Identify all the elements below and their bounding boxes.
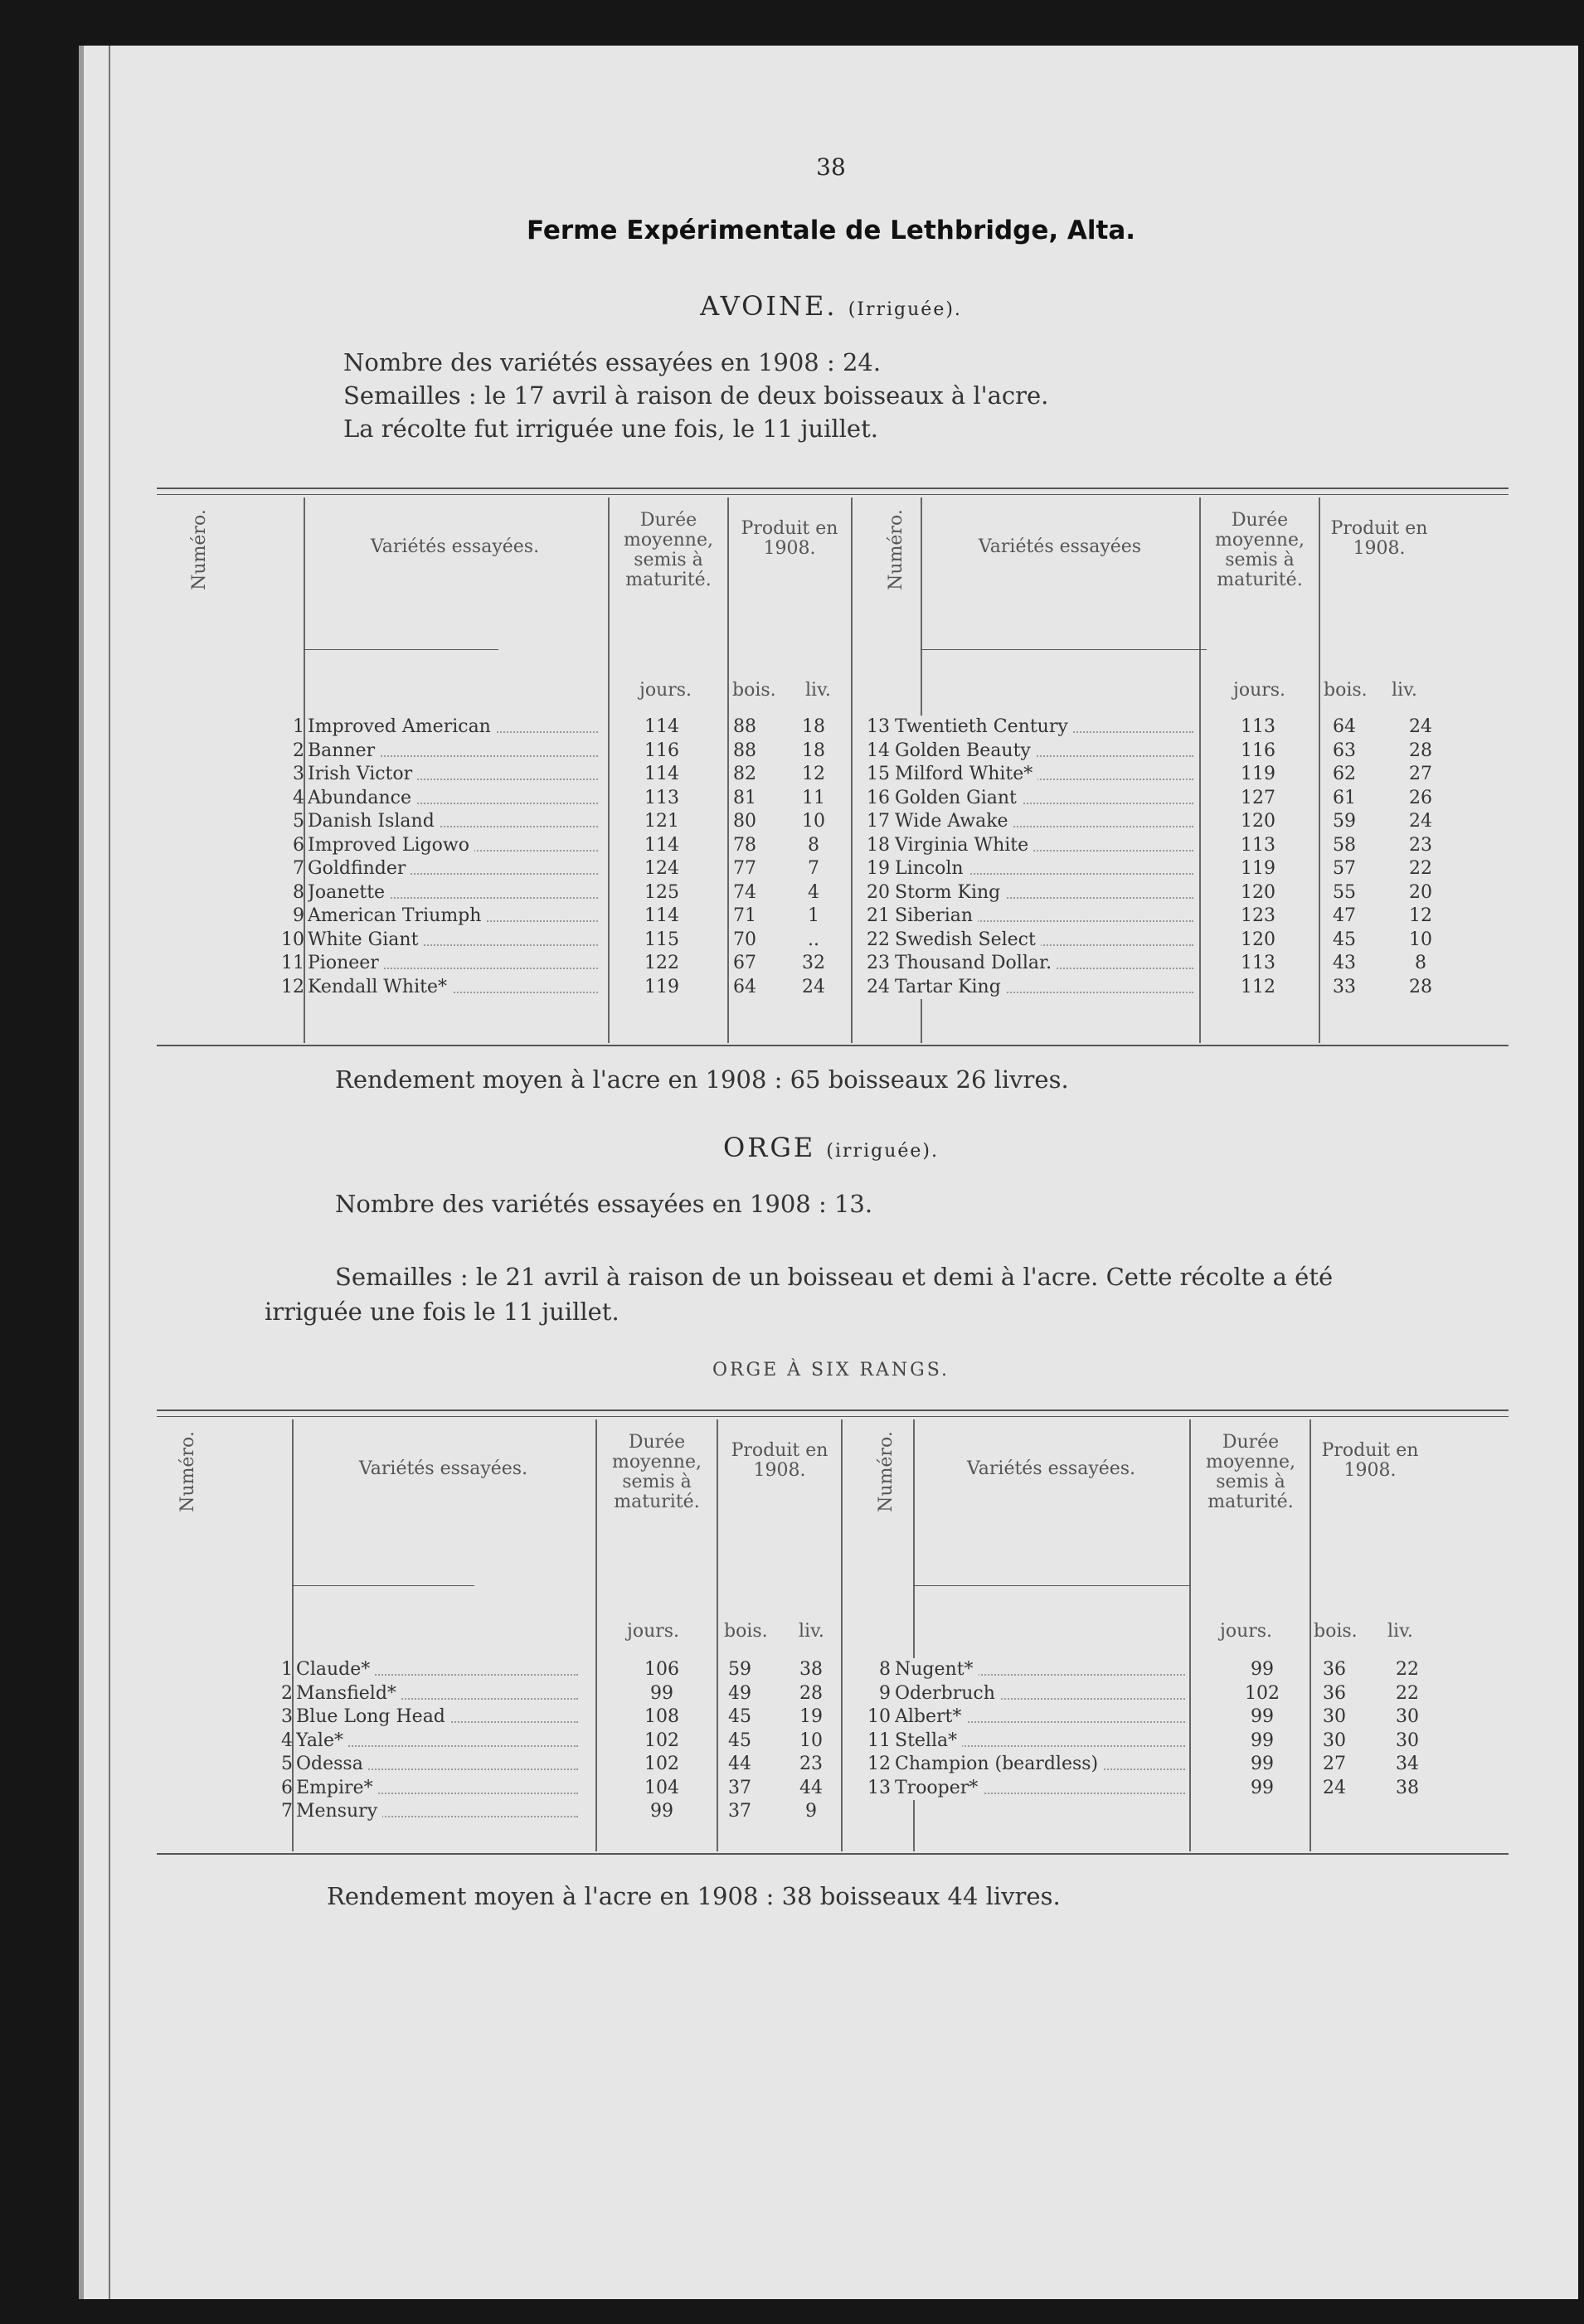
header-varietes-left: Variétés essayées. bbox=[370, 536, 540, 557]
row-liv: 28 bbox=[799, 1682, 823, 1704]
row-bois: 62 bbox=[1333, 764, 1356, 784]
row-number: 10 bbox=[281, 929, 304, 950]
row-variety: Banner bbox=[308, 740, 380, 764]
row-number: 8 bbox=[293, 881, 304, 903]
row-number: 21 bbox=[867, 905, 890, 926]
header-duree: Durée moyenne, semis à maturité. bbox=[624, 510, 713, 590]
row-days: 119 bbox=[1241, 858, 1275, 879]
row-bois: 77 bbox=[733, 858, 756, 879]
row-bois: 80 bbox=[733, 811, 756, 832]
header-underline bbox=[304, 649, 498, 650]
row-number: 6 bbox=[281, 1777, 293, 1798]
table-row bbox=[84, 763, 1509, 787]
row-days: 120 bbox=[1241, 811, 1275, 832]
row-days: 113 bbox=[1241, 834, 1275, 856]
row-days: 104 bbox=[644, 1777, 679, 1798]
header-underline bbox=[921, 649, 1207, 650]
table-row bbox=[84, 716, 1509, 740]
row-bois: 27 bbox=[1323, 1754, 1346, 1774]
orge-semailles-1: Semailles : le 21 avril à raison de un boisseau et demi à l'acre. Cette récolte a été bbox=[335, 1263, 1334, 1291]
row-bois: 81 bbox=[733, 787, 756, 808]
row-variety: Albert* bbox=[895, 1705, 966, 1730]
row-liv: 24 bbox=[802, 976, 825, 997]
row-bois: 44 bbox=[728, 1754, 751, 1774]
row-bois: 70 bbox=[733, 929, 756, 950]
row-liv: 4 bbox=[808, 881, 819, 903]
row-days: 119 bbox=[644, 976, 679, 997]
row-bois: 55 bbox=[1333, 881, 1356, 903]
row-variety: Siberian bbox=[895, 905, 978, 929]
document-page bbox=[79, 46, 1578, 2299]
table-row bbox=[84, 929, 1509, 953]
row-liv: 34 bbox=[1396, 1754, 1419, 1774]
row-liv: 8 bbox=[1415, 953, 1426, 973]
row-variety: Blue Long Head bbox=[296, 1705, 450, 1730]
row-days: 99 bbox=[650, 1801, 673, 1822]
row-number: 4 bbox=[281, 1730, 293, 1751]
row-days: 123 bbox=[1241, 905, 1275, 926]
header-produit: Produit en 1908. bbox=[1330, 518, 1428, 559]
unit-bois: bois. bbox=[1314, 1621, 1358, 1642]
row-liv: 27 bbox=[1409, 764, 1432, 784]
row-liv: 38 bbox=[799, 1659, 823, 1680]
row-days: 122 bbox=[644, 953, 679, 973]
unit-liv: liv. bbox=[805, 680, 831, 701]
orge-nombre: Nombre des variétés essayées en 1908 : 13. bbox=[335, 1190, 873, 1218]
row-days: 99 bbox=[1251, 1730, 1274, 1751]
table-row bbox=[84, 905, 1509, 929]
row-liv: 24 bbox=[1409, 811, 1432, 832]
row-bois: 49 bbox=[728, 1682, 751, 1704]
unit-liv: liv. bbox=[1387, 1621, 1413, 1642]
row-number: 3 bbox=[293, 764, 304, 784]
row-bois: 64 bbox=[1333, 716, 1356, 737]
row-bois: 33 bbox=[1333, 976, 1356, 997]
row-variety: Wide Awake bbox=[895, 810, 1013, 834]
row-variety: Empire* bbox=[296, 1777, 378, 1801]
row-days: 116 bbox=[644, 740, 679, 761]
row-variety: Lincoln bbox=[895, 857, 969, 881]
row-number: 8 bbox=[879, 1659, 891, 1680]
row-number: 9 bbox=[293, 905, 304, 926]
row-days: 127 bbox=[1241, 787, 1275, 808]
row-liv: 22 bbox=[1396, 1659, 1419, 1680]
row-bois: 36 bbox=[1323, 1659, 1346, 1680]
row-liv: .. bbox=[808, 929, 819, 950]
row-number: 20 bbox=[867, 881, 890, 903]
row-liv: 8 bbox=[808, 834, 819, 856]
row-bois: 58 bbox=[1333, 834, 1356, 856]
orge-rendement: Rendement moyen à l'acre en 1908 : 38 boisseaux 44 livres. bbox=[327, 1882, 1061, 1910]
row-days: 99 bbox=[1251, 1777, 1274, 1798]
row-liv: 24 bbox=[1409, 716, 1432, 737]
row-number: 16 bbox=[867, 787, 890, 808]
unit-jours: jours. bbox=[1233, 680, 1286, 701]
row-liv: 19 bbox=[799, 1706, 823, 1727]
row-liv: 23 bbox=[799, 1754, 823, 1774]
unit-bois: bois. bbox=[732, 680, 776, 701]
row-bois: 71 bbox=[733, 905, 756, 926]
row-bois: 30 bbox=[1323, 1706, 1346, 1727]
row-number: 2 bbox=[281, 1682, 293, 1704]
row-liv: 12 bbox=[1409, 905, 1432, 926]
unit-jours: jours. bbox=[627, 1621, 680, 1642]
header-underline bbox=[913, 1585, 1189, 1586]
row-variety: American Triumph bbox=[308, 905, 486, 929]
rows-right bbox=[84, 716, 1509, 999]
row-days: 113 bbox=[1241, 716, 1275, 737]
table-row bbox=[84, 1800, 1509, 1824]
row-variety: Claude* bbox=[296, 1658, 375, 1682]
orge-title-main: ORGE bbox=[723, 1132, 816, 1163]
avoine-rendement: Rendement moyen à l'acre en 1908 : 65 boisseaux 26 livres. bbox=[335, 1065, 1069, 1094]
row-days: 99 bbox=[1251, 1659, 1274, 1680]
row-number: 6 bbox=[293, 834, 304, 856]
header-numero: Numéro. bbox=[189, 509, 210, 590]
row-variety: Virginia White bbox=[895, 834, 1033, 858]
header-produit: Produit en 1908. bbox=[741, 518, 838, 559]
row-variety: Yale* bbox=[296, 1730, 348, 1754]
table-bottom-rule bbox=[157, 1045, 1509, 1046]
row-days: 124 bbox=[644, 858, 679, 879]
row-days: 102 bbox=[644, 1754, 679, 1774]
table-top-rule-inner bbox=[157, 1416, 1509, 1417]
row-days: 125 bbox=[644, 881, 679, 903]
row-number: 5 bbox=[281, 1754, 293, 1774]
row-bois: 59 bbox=[728, 1659, 751, 1680]
unit-bois: bois. bbox=[724, 1621, 768, 1642]
header-numero: Numéro. bbox=[876, 1431, 896, 1512]
row-days: 120 bbox=[1241, 929, 1275, 950]
row-days: 115 bbox=[644, 929, 679, 950]
row-number: 4 bbox=[293, 787, 304, 808]
row-days: 119 bbox=[1241, 764, 1275, 784]
row-number: 10 bbox=[867, 1706, 891, 1727]
unit-bois: bois. bbox=[1324, 680, 1368, 701]
row-variety: Trooper* bbox=[895, 1777, 983, 1801]
orge-title-sub: (irriguée). bbox=[826, 1141, 939, 1162]
header-varietes-right: Variétés essayées bbox=[978, 536, 1142, 557]
row-variety: Abundance bbox=[308, 787, 416, 811]
row-days: 102 bbox=[644, 1730, 679, 1751]
header-duree: Durée moyenne, semis à maturité. bbox=[1206, 1432, 1295, 1512]
row-liv: 30 bbox=[1396, 1730, 1419, 1751]
table-row bbox=[84, 787, 1509, 811]
row-liv: 10 bbox=[1409, 929, 1432, 950]
row-liv: 38 bbox=[1396, 1777, 1419, 1798]
row-liv: 20 bbox=[1409, 881, 1432, 903]
row-bois: 61 bbox=[1333, 787, 1356, 808]
row-bois: 78 bbox=[733, 834, 756, 856]
unit-jours: jours. bbox=[639, 680, 692, 701]
row-liv: 28 bbox=[1409, 976, 1432, 997]
row-number: 1 bbox=[293, 716, 304, 737]
row-number: 3 bbox=[281, 1706, 293, 1727]
farm-title: Ferme Expérimentale de Lethbridge, Alta. bbox=[526, 216, 1136, 245]
header-duree: Durée moyenne, semis à maturité. bbox=[612, 1432, 702, 1512]
avoine-title-main: AVOINE. bbox=[700, 290, 838, 322]
row-variety: Odessa bbox=[296, 1753, 368, 1777]
row-number: 18 bbox=[867, 834, 890, 856]
row-liv: 23 bbox=[1409, 834, 1432, 856]
row-number: 7 bbox=[293, 858, 304, 879]
row-number: 17 bbox=[867, 811, 890, 832]
table-row bbox=[84, 952, 1509, 976]
page-binding-edge bbox=[109, 46, 110, 2299]
orge-semailles-2: irriguée une fois le 11 juillet. bbox=[265, 1298, 620, 1326]
row-variety: Storm King bbox=[895, 881, 1005, 905]
row-variety: Goldfinder bbox=[308, 857, 411, 881]
row-bois: 45 bbox=[728, 1730, 751, 1751]
row-variety: Mansfield* bbox=[296, 1682, 401, 1706]
table-row bbox=[84, 810, 1509, 834]
row-variety: Oderbruch bbox=[895, 1682, 1000, 1706]
row-number: 15 bbox=[867, 764, 890, 784]
row-number: 1 bbox=[281, 1659, 293, 1680]
row-bois: 67 bbox=[733, 953, 756, 973]
row-days: 116 bbox=[1241, 740, 1275, 761]
row-days: 106 bbox=[644, 1659, 679, 1680]
row-days: 114 bbox=[644, 716, 679, 737]
row-variety: Mensury bbox=[296, 1800, 382, 1824]
row-number: 11 bbox=[281, 953, 304, 973]
row-bois: 24 bbox=[1323, 1777, 1346, 1798]
unit-liv: liv. bbox=[799, 1621, 824, 1642]
row-days: 99 bbox=[650, 1682, 673, 1704]
avoine-intro-3: La récolte fut irriguée une fois, le 11 juillet. bbox=[343, 415, 878, 443]
row-variety: Swedish Select bbox=[895, 929, 1041, 953]
row-days: 114 bbox=[644, 834, 679, 856]
row-number: 12 bbox=[281, 976, 304, 997]
row-number: 5 bbox=[293, 811, 304, 832]
row-number: 13 bbox=[867, 716, 890, 737]
row-liv: 10 bbox=[799, 1730, 823, 1751]
row-liv: 9 bbox=[805, 1801, 817, 1822]
row-liv: 30 bbox=[1396, 1706, 1419, 1727]
row-bois: 37 bbox=[728, 1801, 751, 1822]
avoine-title-sub: (Irriguée). bbox=[848, 299, 962, 320]
row-number: 9 bbox=[879, 1682, 891, 1704]
row-bois: 45 bbox=[1333, 929, 1356, 950]
row-variety: Twentieth Century bbox=[895, 716, 1073, 740]
header-produit: Produit en 1908. bbox=[1321, 1440, 1419, 1481]
avoine-intro-2: Semailles : le 17 avril à raison de deux boisseaux à l'acre. bbox=[343, 381, 1049, 410]
row-bois: 59 bbox=[1333, 811, 1356, 832]
row-days: 113 bbox=[1241, 953, 1275, 973]
row-bois: 30 bbox=[1323, 1730, 1346, 1751]
row-liv: 44 bbox=[799, 1777, 823, 1798]
row-liv: 1 bbox=[808, 905, 819, 926]
row-variety: Kendall White* bbox=[308, 976, 452, 1000]
row-bois: 47 bbox=[1333, 905, 1356, 926]
row-number: 23 bbox=[867, 953, 890, 973]
row-bois: 88 bbox=[733, 740, 756, 761]
unit-liv: liv. bbox=[1392, 680, 1417, 701]
row-liv: 32 bbox=[802, 953, 825, 973]
row-days: 120 bbox=[1241, 881, 1275, 903]
row-bois: 36 bbox=[1323, 1682, 1346, 1704]
row-liv: 10 bbox=[802, 811, 825, 832]
row-bois: 37 bbox=[728, 1777, 751, 1798]
row-number: 14 bbox=[867, 740, 890, 761]
row-liv: 18 bbox=[802, 716, 825, 737]
unit-jours: jours. bbox=[1220, 1621, 1273, 1642]
header-duree: Durée moyenne, semis à maturité. bbox=[1215, 510, 1305, 590]
table-row bbox=[84, 976, 1509, 1000]
header-numero: Numéro. bbox=[177, 1431, 198, 1512]
row-liv: 22 bbox=[1396, 1682, 1419, 1704]
table-row bbox=[84, 881, 1509, 905]
row-number: 19 bbox=[867, 858, 890, 879]
row-days: 99 bbox=[1251, 1754, 1274, 1774]
row-number: 22 bbox=[867, 929, 890, 950]
table-bottom-rule bbox=[157, 1853, 1509, 1855]
avoine-intro-1: Nombre des variétés essayées en 1908 : 24. bbox=[343, 348, 882, 376]
row-variety: Tartar King bbox=[895, 976, 1006, 1000]
row-liv: 11 bbox=[802, 787, 825, 808]
orge-subtitle: ORGE À SIX RANGS. bbox=[712, 1360, 950, 1380]
header-varietes-left: Variétés essayées. bbox=[358, 1458, 528, 1479]
row-liv: 22 bbox=[1409, 858, 1432, 879]
row-bois: 45 bbox=[728, 1706, 751, 1727]
row-days: 112 bbox=[1241, 976, 1275, 997]
row-number: 2 bbox=[293, 740, 304, 761]
row-variety: White Giant bbox=[308, 929, 423, 953]
row-days: 102 bbox=[1245, 1682, 1280, 1704]
row-number: 11 bbox=[867, 1730, 891, 1751]
row-variety: Nugent* bbox=[895, 1658, 979, 1682]
row-days: 108 bbox=[644, 1706, 679, 1727]
page-number: 38 bbox=[816, 153, 846, 181]
row-number: 7 bbox=[281, 1801, 293, 1822]
row-variety: Irish Victor bbox=[308, 763, 417, 787]
row-bois: 43 bbox=[1333, 953, 1356, 973]
table-row bbox=[84, 740, 1509, 764]
row-days: 114 bbox=[644, 905, 679, 926]
row-number: 12 bbox=[867, 1754, 891, 1774]
row-liv: 26 bbox=[1409, 787, 1432, 808]
row-liv: 28 bbox=[1409, 740, 1432, 761]
header-produit: Produit en 1908. bbox=[731, 1440, 828, 1481]
row-bois: 82 bbox=[733, 764, 756, 784]
row-days: 114 bbox=[644, 764, 679, 784]
row-days: 113 bbox=[644, 787, 679, 808]
row-number: 24 bbox=[867, 976, 890, 997]
row-bois: 57 bbox=[1333, 858, 1356, 879]
row-variety: Improved Ligowo bbox=[308, 834, 474, 858]
row-bois: 63 bbox=[1333, 740, 1356, 761]
table-top-rule bbox=[157, 488, 1509, 489]
row-bois: 64 bbox=[733, 976, 756, 997]
row-days: 121 bbox=[644, 811, 679, 832]
row-variety: Improved American bbox=[308, 716, 496, 740]
table-row bbox=[84, 834, 1509, 858]
row-variety: Milford White* bbox=[895, 763, 1037, 787]
row-liv: 12 bbox=[802, 764, 825, 784]
row-number: 13 bbox=[867, 1777, 891, 1798]
row-variety: Golden Beauty bbox=[895, 740, 1036, 764]
row-variety: Stella* bbox=[895, 1730, 962, 1754]
row-liv: 7 bbox=[808, 858, 819, 879]
table-top-rule bbox=[157, 1409, 1509, 1411]
row-variety: Golden Giant bbox=[895, 787, 1022, 811]
row-variety: Danish Island bbox=[308, 810, 440, 834]
avoine-title bbox=[84, 290, 1578, 322]
row-bois: 74 bbox=[733, 881, 756, 903]
row-variety: Champion (beardless) bbox=[895, 1753, 1103, 1777]
header-numero: Numéro. bbox=[886, 509, 906, 590]
row-variety: Pioneer bbox=[308, 952, 384, 976]
row-days: 99 bbox=[1251, 1706, 1274, 1727]
table-row bbox=[84, 857, 1509, 881]
orge-title bbox=[84, 1132, 1578, 1163]
row-variety: Thousand Dollar. bbox=[895, 952, 1057, 976]
header-varietes-right: Variétés essayées. bbox=[966, 1458, 1136, 1479]
row-bois: 88 bbox=[733, 716, 756, 737]
table-top-rule-inner bbox=[157, 494, 1509, 495]
header-underline bbox=[292, 1585, 474, 1586]
row-variety: Joanette bbox=[308, 881, 390, 905]
row-liv: 18 bbox=[802, 740, 825, 761]
